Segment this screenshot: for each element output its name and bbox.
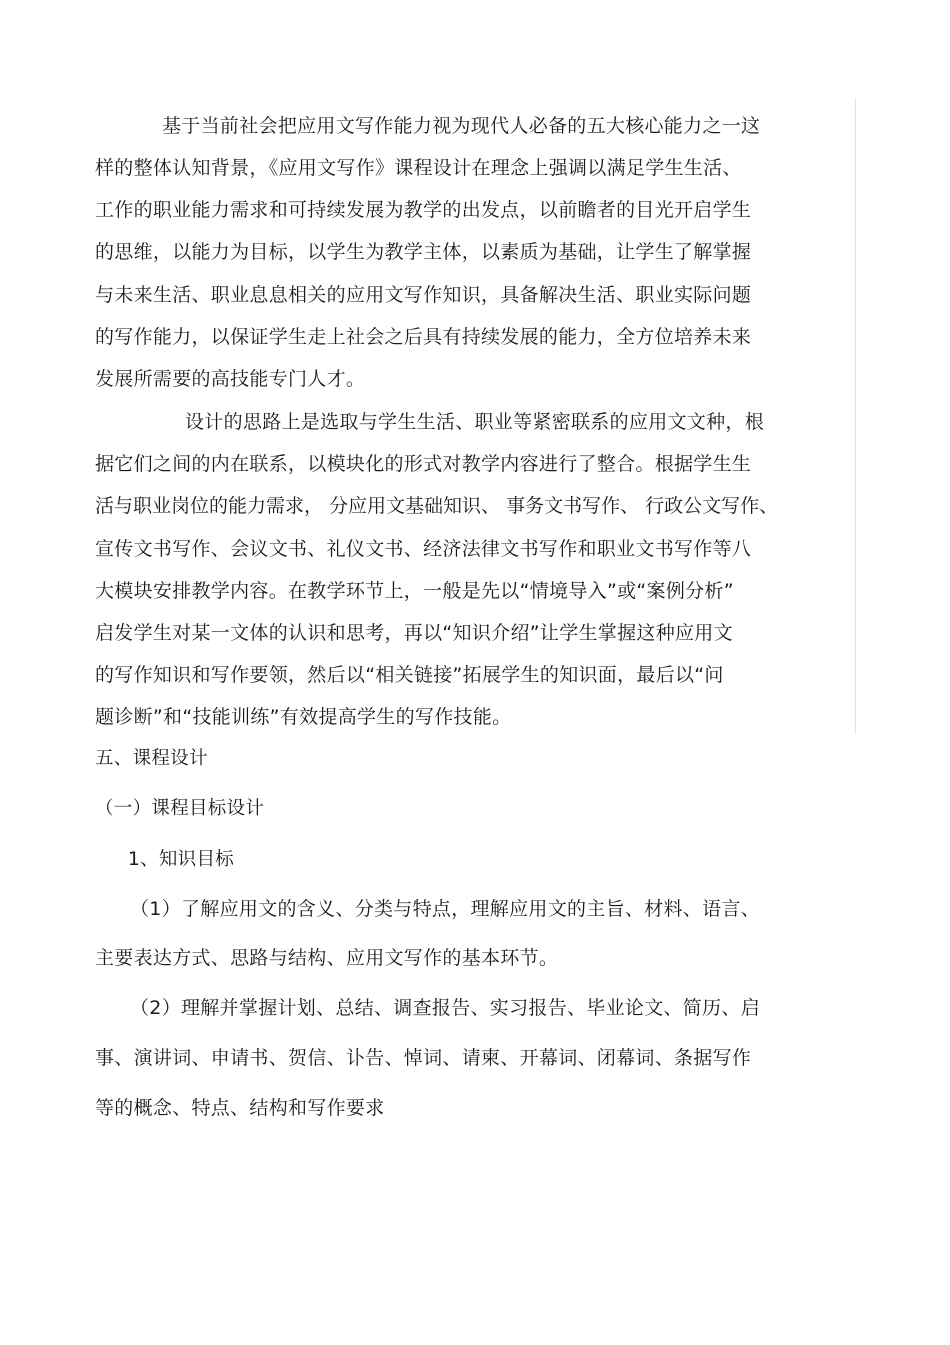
paragraph-line: 大模块安排教学内容。在教学环节上，一般是先以“情境导入”或“案例分析” [95, 580, 734, 602]
paragraph-line: 等的概念、特点、结构和写作要求 [95, 1097, 385, 1119]
section-heading: 五、课程设计 [95, 748, 208, 769]
subsection-heading: （一）课程目标设计 [95, 798, 265, 819]
paragraph-line: 事、演讲词、申请书、贺信、讣告、悼词、请柬、开幕词、闭幕词、条据写作 [95, 1047, 752, 1069]
paragraph-line: 启发学生对某一文体的认识和思考，再以“知识介绍”让学生掌握这种应用文 [95, 622, 733, 644]
paragraph-line: 发展所需要的高技能专门人才。 [95, 368, 366, 390]
paragraph-line: 的写作能力，以保证学生走上社会之后具有持续发展的能力，全方位培养未来 [95, 326, 752, 348]
paragraph-line: （2）理解并掌握计划、总结、调查报告、实习报告、毕业论文、简历、启 [130, 997, 760, 1019]
paragraph-line: 基于当前社会把应用文写作能力视为现代人必备的五大核心能力之一这 [162, 115, 761, 137]
paragraph-line: 宣传文书写作、会议文书、礼仪文书、经济法律文书写作和职业文书写作等八 [95, 538, 752, 560]
paragraph-line: 样的整体认知背景，《应用文写作》课程设计在理念上强调以满足学生生活、 [95, 157, 742, 179]
paragraph-line: 的写作知识和写作要领，然后以“相关链接”拓展学生的知识面，最后以“问 [95, 664, 724, 686]
paragraph-line: 题诊断”和“技能训练”有效提高学生的写作技能。 [95, 706, 512, 728]
margin-rule [855, 98, 856, 734]
paragraph-line: 的思维，以能力为目标，以学生为教学主体，以素质为基础，让学生了解掌握 [95, 241, 752, 263]
item-heading: 1、知识目标 [128, 849, 235, 870]
paragraph-line: 工作的职业能力需求和可持续发展为教学的出发点，以前瞻者的目光开启学生 [95, 199, 752, 221]
paragraph-line: 活与职业岗位的能力需求， 分应用文基础知识、 事务文书写作、 行政公文写作、 [95, 495, 779, 517]
paragraph-line: 据它们之间的内在联系，以模块化的形式对教学内容进行了整合。根据学生生 [95, 453, 752, 475]
paragraph-line: 设计的思路上是选取与学生生活、职业等紧密联系的应用文文种，根 [185, 411, 765, 433]
paragraph-line: 主要表达方式、思路与结构、应用文写作的基本环节。 [95, 947, 559, 969]
paragraph-line: （1）了解应用文的含义、分类与特点，理解应用文的主旨、材料、语言、 [130, 898, 760, 920]
paragraph-line: 与未来生活、职业息息相关的应用文写作知识，具备解决生活、职业实际问题 [95, 284, 752, 306]
